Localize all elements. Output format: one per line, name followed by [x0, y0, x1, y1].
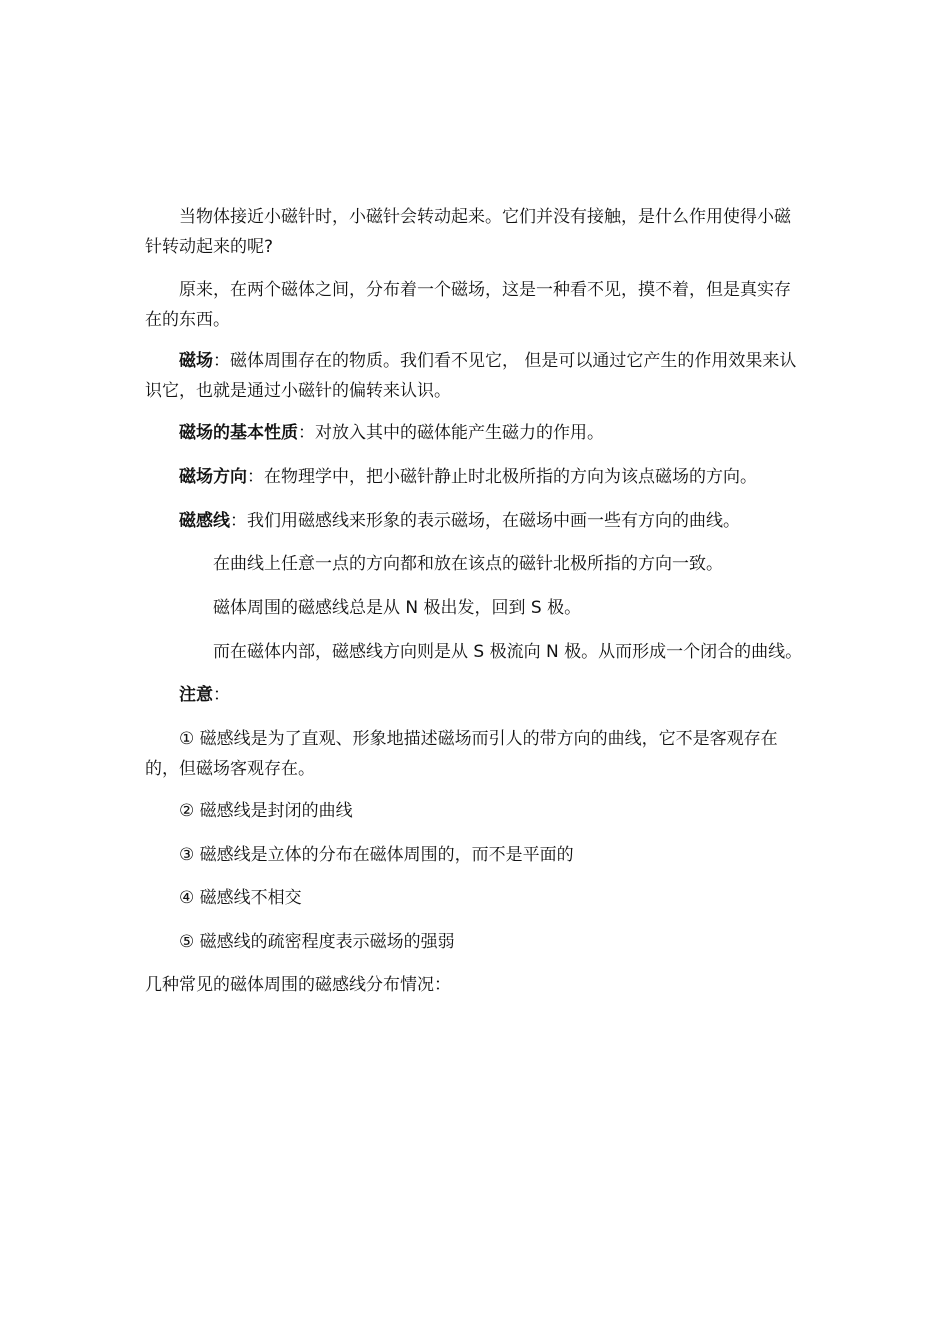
magnetic-field-term: 磁场 — [179, 351, 213, 371]
magnetic-field-definition — [145, 346, 805, 406]
explanation-paragraph: 原来，在两个磁体之间，分布着一个磁场，这是一种看不见，摸不着，但是真实存在的东西。 — [145, 280, 791, 330]
note-heading — [145, 680, 805, 710]
note-term: 注意 — [179, 685, 213, 705]
intro-paragraph: 当物体接近小磁针时，小磁针会转动起来。它们并没有接触，是什么作用使得小磁针转动起来的呢? — [145, 207, 791, 257]
field-property-term: 磁场的基本性质 — [179, 423, 298, 443]
field-lines-point-3: 而在磁体内部，磁感线方向则是从 S 极流向 N 极。从而形成一个闭合的曲线。 — [213, 642, 803, 662]
field-direction-definition — [145, 462, 805, 492]
field-lines-text: ：我们用磁感线来形象的表示磁场，在磁场中画一些有方向的曲线。 — [230, 511, 740, 531]
field-lines-definition — [145, 506, 805, 536]
field-direction-term: 磁场方向 — [179, 467, 247, 487]
note-item-2: ② 磁感线是封闭的曲线 — [179, 801, 353, 821]
note-item-4: ④ 磁感线不相交 — [179, 888, 302, 908]
closing-paragraph: 几种常见的磁体周围的磁感线分布情况： — [145, 975, 451, 995]
note-item-5: ⑤ 磁感线的疏密程度表示磁场的强弱 — [179, 932, 455, 952]
field-lines-point-2: 磁体周围的磁感线总是从 N 极出发，回到 S 极。 — [213, 598, 582, 618]
note-colon: ： — [213, 685, 230, 705]
note-item-3: ③ 磁感线是立体的分布在磁体周围的，而不是平面的 — [179, 845, 574, 865]
field-property-definition — [145, 418, 805, 448]
field-property-text: ：对放入其中的磁体能产生磁力的作用。 — [298, 423, 604, 443]
field-lines-point-1: 在曲线上任意一点的方向都和放在该点的磁针北极所指的方向一致。 — [213, 554, 723, 574]
field-lines-term: 磁感线 — [179, 511, 230, 531]
note-item-1: ① 磁感线是为了直观、形象地描述磁场而引人的带方向的曲线，它不是客观存在的，但磁场客观存在。 — [145, 729, 778, 779]
field-direction-text: ：在物理学中，把小磁针静止时北极所指的方向为该点磁场的方向。 — [247, 467, 757, 487]
magnetic-field-text: ：磁体周围存在的物质。我们看不见它， 但是可以通过它产生的作用效果来认识它，也就是通过小磁针的偏转来认识。 — [145, 351, 797, 401]
